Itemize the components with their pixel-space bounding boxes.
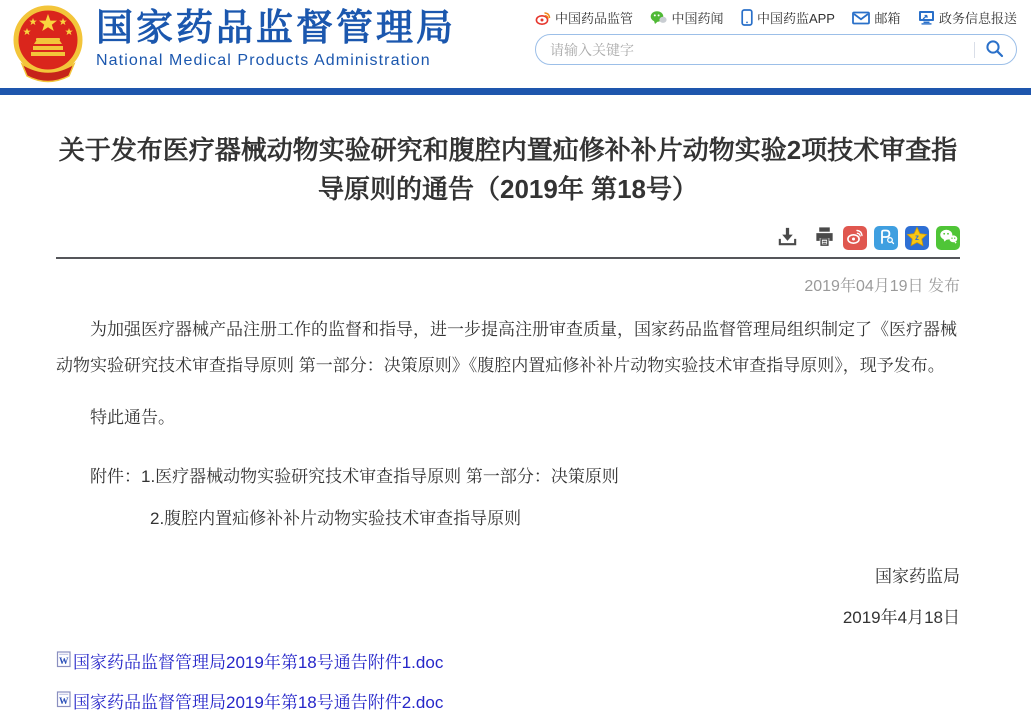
- attachment-list-line-1: 附件：1.医疗器械动物实验研究技术审查指导原则 第一部分：决策原则: [90, 467, 619, 486]
- national-emblem-logo: [12, 4, 84, 84]
- top-nav: [535, 8, 1017, 27]
- mail-icon: [852, 11, 870, 25]
- search-button[interactable]: [985, 39, 1004, 61]
- wechat-share-icon: [939, 228, 958, 248]
- site-logo-text: [96, 7, 456, 70]
- weibo-icon: [535, 10, 551, 26]
- weibo-share-icon: [846, 228, 864, 249]
- title-divider-line: [56, 257, 960, 259]
- signature-date: 2019年4月18日: [842, 608, 960, 627]
- nav-label: 中国药闻: [671, 11, 724, 26]
- word-doc-icon: [56, 651, 72, 673]
- attachment-links: [56, 648, 960, 713]
- nav-item-wechat-news[interactable]: [650, 8, 723, 27]
- page-title: 关于发布医疗器械动物实验研究和腹腔内置疝修补补片动物实验2项技术审查指导原则的通告（2019年 第18号）: [58, 135, 958, 204]
- search-divider: [974, 42, 975, 58]
- search-icon: [985, 39, 1004, 61]
- phone-icon: [741, 9, 753, 26]
- article-body: [56, 312, 960, 534]
- share-weibo-button[interactable]: [843, 226, 867, 250]
- baidu-share-icon: [877, 228, 895, 249]
- nav-label: 政务信息报送: [938, 11, 1017, 26]
- nav-item-mail[interactable]: [852, 8, 900, 27]
- org-name-en: National Medical Products Administration: [96, 52, 431, 69]
- paragraph-1: 为加强医疗器械产品注册工作的监督和指导，进一步提高注册审查质量，国家药品监督管理局组织制定了《医疗器械动物实验研究技术审查指导原则 第一部分：决策原则》《腹腔内置疝修补补片动物实验技术审查指导原则》，现予发布。: [56, 320, 957, 375]
- attachment-link-1[interactable]: [56, 648, 443, 673]
- print-button[interactable]: [813, 225, 836, 251]
- attachment-link-2[interactable]: [56, 688, 443, 713]
- share-qzone-button[interactable]: [905, 226, 929, 250]
- wechat-icon: [650, 10, 667, 25]
- svg-text:z: z: [915, 232, 919, 242]
- print-icon: [813, 225, 836, 251]
- nav-label: 邮箱: [874, 11, 901, 26]
- search-input[interactable]: [548, 41, 974, 59]
- signature-block: [56, 562, 960, 628]
- attachment-link-label: 国家药品监督管理局2019年第18号通告附件2.doc: [73, 693, 444, 712]
- search-bar: [535, 34, 1017, 65]
- signature-org: 国家药监局: [875, 567, 960, 586]
- publish-date: 2019年04月19日 发布: [804, 278, 960, 295]
- article-container: [0, 131, 1031, 713]
- download-icon: [776, 225, 799, 251]
- nav-label: 中国药品监管: [555, 11, 634, 26]
- attachment-link-label: 国家药品监督管理局2019年第18号通告附件1.doc: [73, 653, 444, 672]
- header-divider-bar: [0, 88, 1031, 95]
- download-button[interactable]: [776, 225, 799, 251]
- site-header: [0, 0, 1031, 88]
- header-right: [535, 8, 1017, 65]
- share-wechat-button[interactable]: [936, 226, 960, 250]
- article-toolbar: [56, 225, 960, 251]
- nav-item-weibo-supervision[interactable]: [535, 8, 633, 27]
- nav-label: 中国药监APP: [756, 11, 835, 26]
- qzone-star-icon: [906, 226, 928, 251]
- svg-text:W: W: [59, 656, 69, 667]
- attachment-list-line-2: 2.腹腔内置疝修补补片动物实验技术审查指导原则: [150, 509, 522, 528]
- svg-text:W: W: [59, 696, 69, 707]
- org-name-cn: 国家药品监督管理局: [96, 7, 456, 48]
- nav-item-gov-info[interactable]: [918, 8, 1017, 27]
- share-baidu-button[interactable]: [874, 226, 898, 250]
- nav-item-app[interactable]: [741, 8, 835, 27]
- paragraph-2: 特此通告。: [90, 408, 175, 427]
- monitor-icon: [918, 10, 935, 25]
- word-doc-icon: [56, 691, 72, 713]
